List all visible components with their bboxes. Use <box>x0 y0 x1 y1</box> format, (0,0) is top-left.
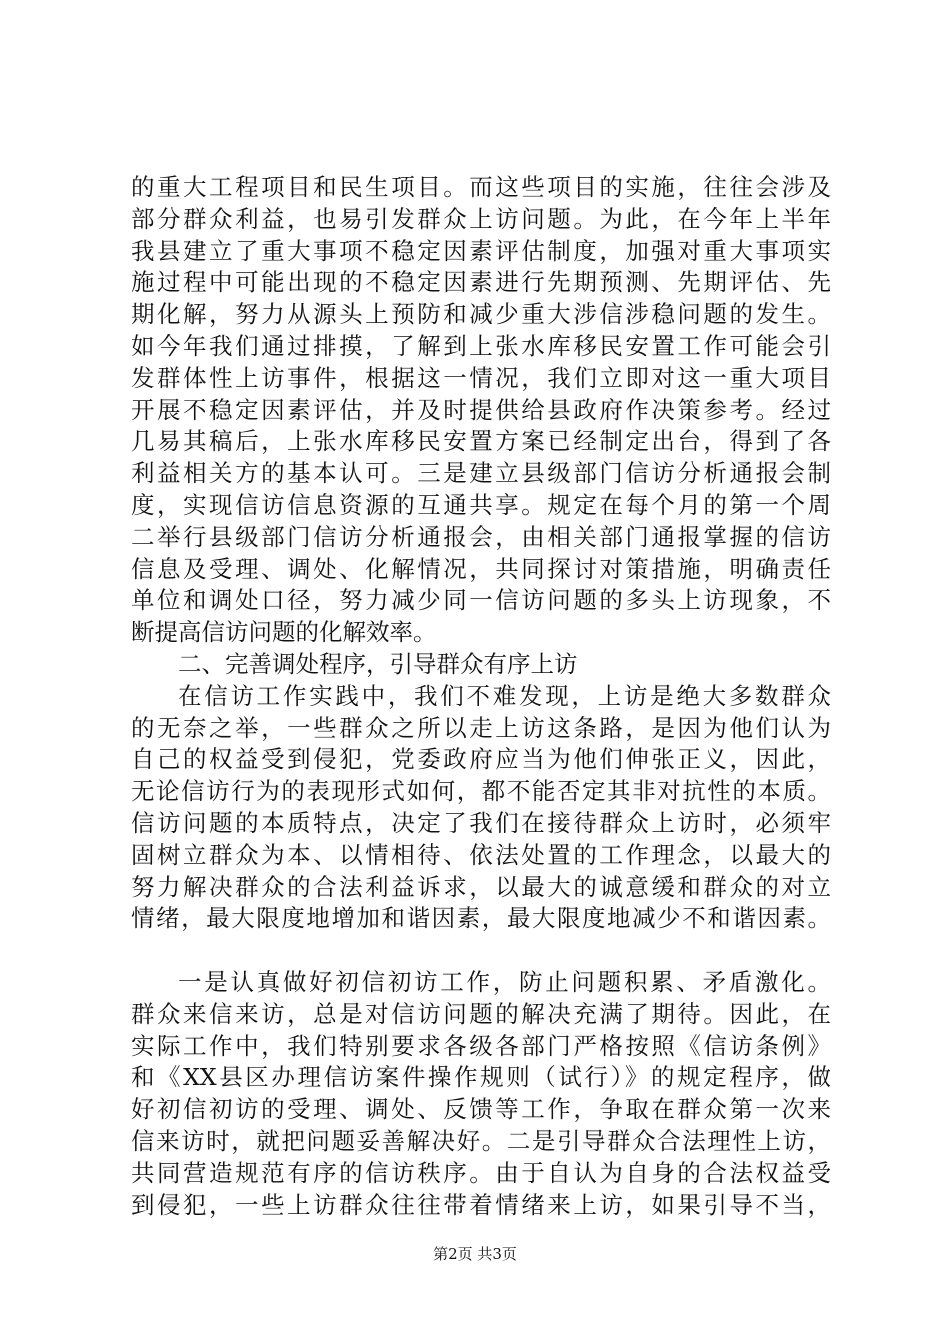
text-line: 信访问题的本质特点，决定了我们在接待群众上访时，必须牢 <box>131 808 831 837</box>
text-line: 情绪，最大限度地增加和谐因素，最大限度地减少不和谐因素。 <box>131 904 831 933</box>
text-line: 开展不稳定因素评估，并及时提供给县政府作决策参考。经过 <box>131 395 831 424</box>
page-number-label: 第2页 共3页 <box>433 1245 517 1263</box>
text-line: 发群体性上访事件，根据这一情况，我们立即对这一重大项目 <box>131 363 831 392</box>
text-line: 施过程中可能出现的不稳定因素进行先期预测、先期评估、先 <box>131 268 831 297</box>
text-line: 共同营造规范有序的信访秩序。由于自认为自身的合法权益受 <box>131 1158 831 1187</box>
text-line: 固树立群众为本、以情相待、依法处置的工作理念，以最大的 <box>131 840 831 869</box>
text-line: 实际工作中，我们特别要求各级各部门严格按照《信访条例》 <box>131 1031 831 1060</box>
text-line: 我县建立了重大事项不稳定因素评估制度，加强对重大事项实 <box>131 236 831 265</box>
text-line: 在信访工作实践中，我们不难发现，上访是绝大多数群众 <box>178 681 831 710</box>
paragraph-3 <box>131 967 831 1221</box>
text-line: 的无奈之举，一些群众之所以走上访这条路，是因为他们认为 <box>131 713 831 742</box>
text-line: 度，实现信访信息资源的互通共享。规定在每个月的第一个周 <box>131 490 831 519</box>
text-line: 信来访时，就把问题妥善解决好。二是引导群众合法理性上访， <box>131 1126 831 1155</box>
page-footer <box>0 1243 950 1264</box>
text-line: 群众来信来访，总是对信访问题的解决充满了期待。因此，在 <box>131 999 831 1028</box>
text-line: 自己的权益受到侵犯，党委政府应当为他们伸张正义，因此， <box>131 745 831 774</box>
text-line: 信息及受理、调处、化解情况，共同探讨对策措施，明确责任 <box>131 554 831 583</box>
text-line: 的重大工程项目和民生项目。而这些项目的实施，往往会涉及 <box>131 173 831 201</box>
text-line: 部分群众利益，也易引发群众上访问题。为此，在今年上半年 <box>131 204 831 233</box>
text-line: 如今年我们通过排摸，了解到上张水库移民安置工作可能会引 <box>131 331 831 360</box>
text-line: 和《XX县区办理信访案件操作规则（试行）》的规定程序，做 <box>131 1063 831 1092</box>
text-line: 努力解决群众的合法利益诉求，以最大的诚意缓和群众的对立 <box>131 872 831 901</box>
text-line: 一是认真做好初信初访工作，防止问题积累、矛盾激化。 <box>178 967 831 996</box>
paragraph-2 <box>131 681 831 935</box>
text-line: 到侵犯，一些上访群众往往带着情绪来上访，如果引导不当， <box>131 1190 831 1219</box>
section-heading: 二、完善调处程序，引导群众有序上访 <box>178 649 578 678</box>
text-line: 二举行县级部门信访分析通报会，由相关部门通报掌握的信访 <box>131 522 831 551</box>
paragraph-1 <box>131 172 831 649</box>
text-line: 无论信访行为的表现形式如何，都不能否定其非对抗性的本质。 <box>131 777 831 806</box>
text-line: 好初信初访的受理、调处、反馈等工作，争取在群众第一次来 <box>131 1095 831 1124</box>
text-line: 单位和调处口径，努力减少同一信访问题的多头上访现象，不 <box>131 586 831 615</box>
text-line: 期化解，努力从源头上预防和减少重大涉信涉稳问题的发生。 <box>131 300 831 329</box>
document-body <box>131 172 831 1221</box>
text-line: 几易其稿后，上张水库移民安置方案已经制定出台，得到了各 <box>131 427 831 456</box>
text-line: 利益相关方的基本认可。三是建立县级部门信访分析通报会制 <box>131 459 831 488</box>
paragraph-spacer <box>131 935 831 967</box>
text-line: 断提高信访问题的化解效率。 <box>131 618 437 647</box>
